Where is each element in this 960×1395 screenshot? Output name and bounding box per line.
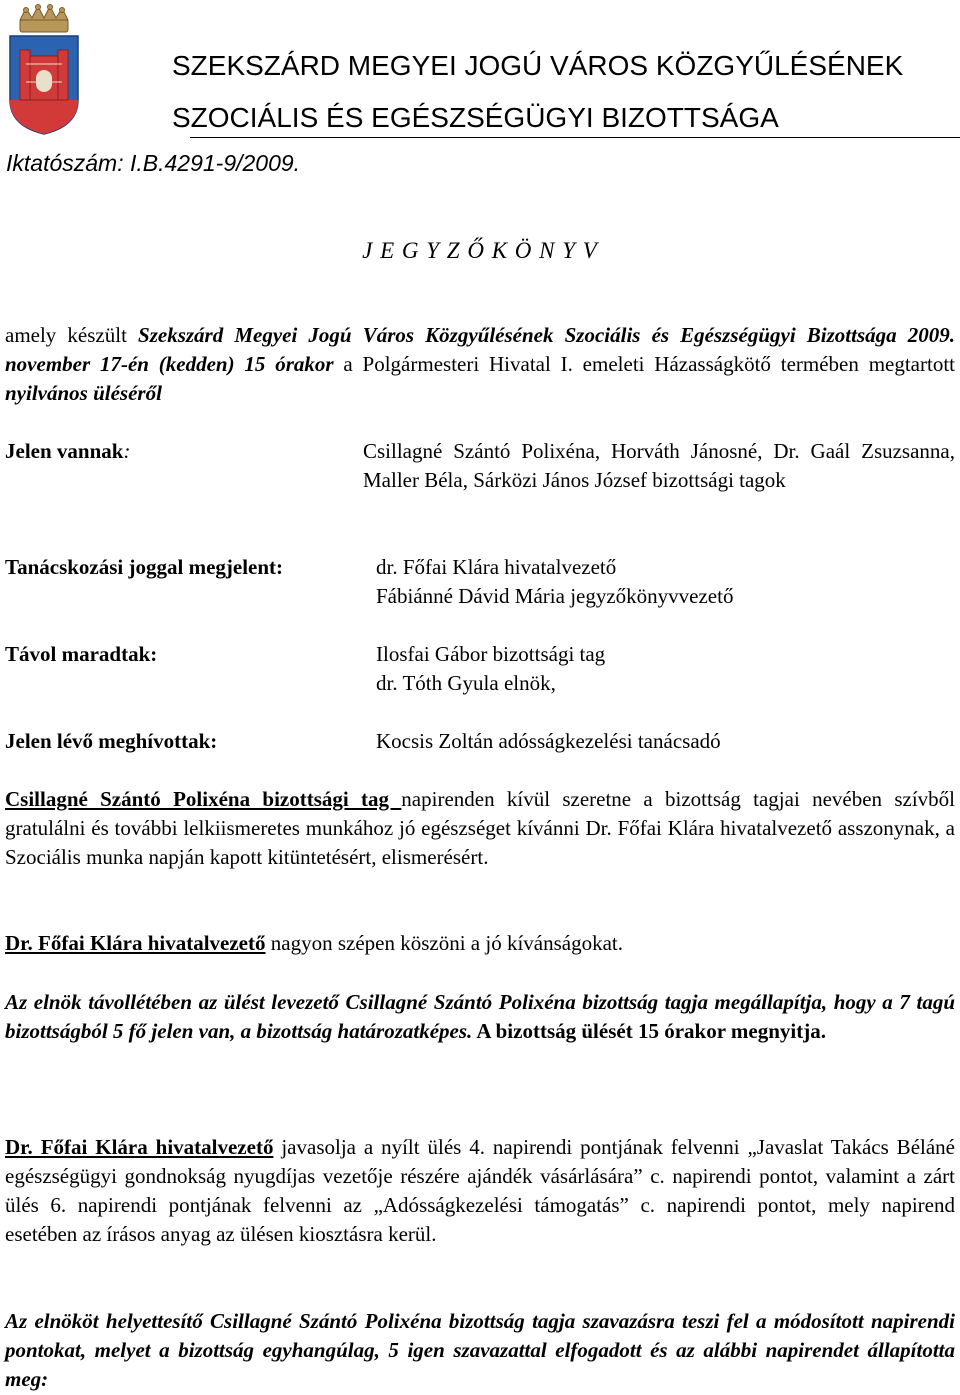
paragraph-text: nagyon szépen köszöni a jó kívánságokat.: [265, 931, 624, 955]
attendance-value-absent: [376, 640, 605, 698]
speaker-name: Dr. Főfai Klára hivatalvezető: [5, 1135, 274, 1159]
coat-of-arms-icon: [6, 4, 82, 136]
attendance-label-absent: Távol maradtak:: [5, 642, 158, 666]
attendance-line: dr. Főfai Klára hivatalvezető: [376, 555, 617, 579]
attendance-label-present: Jelen vannak:: [5, 439, 131, 463]
paragraph-3: [5, 988, 955, 1046]
attendance-line: Fábiánné Dávid Mária jegyzőkönyvvezető: [376, 584, 734, 608]
paragraph-1: [5, 785, 955, 872]
paragraph-text: A bizottság ülését 15 órakor megnyitja.: [472, 1019, 826, 1043]
attendance-value-present: Csillagné Szántó Polixéna, Horváth Jánosné, Dr. Gaál Zsuzsanna, Maller Béla, Sárközi János József bizottsági tagok: [363, 439, 955, 492]
paragraph-2: [5, 929, 955, 958]
speaker-name: Dr. Főfai Klára hivatalvezető: [5, 931, 266, 955]
attendance-value-advisory: [376, 553, 733, 611]
attendance-line: Ilosfai Gábor bizottsági tag: [376, 642, 606, 666]
registration-number: Iktatószám: I.B.4291-9/2009.: [6, 150, 301, 176]
paragraph-text: Az elnök távollétében az ülést levezető Csillagné Szántó Polixéna bizottság tagja megállapítja, hogy a 7 tagú bizottságból 5 fő jelen van, a bizottság határozatképes.: [5, 990, 955, 1043]
intro-text-6: l: [156, 381, 162, 405]
intro-text-1: amely készült: [5, 323, 139, 347]
attendance-value-invited: Kocsis Zoltán adósságkezelési tanácsadó: [376, 729, 721, 753]
intro-paragraph: [5, 321, 955, 408]
intro-text-5: ő: [145, 381, 157, 405]
attendance-line: dr. Tóth Gyula elnök,: [376, 671, 556, 695]
document-title: J E G Y Z Ő K Ö N Y V: [362, 238, 598, 263]
paragraph-5: Az elnököt helyettesítő Csillagné Szántó Polixéna bizottság tagja szavazásra teszi fel a módosított napirendi pontokat, melyet a bizottság egyhangúlag, 5 igen szavazattal elfogadott és az alábbi napirendet állapította meg:: [5, 1309, 955, 1391]
attendance-label-advisory: Tanácskozási joggal megjelent:: [5, 555, 284, 579]
paragraph-text: javasolja a nyílt ülés 4. napirendi pontjának felvenni „Javaslat Takács Béláné egészségügyi gondnokság nyugdíjas vezetője részére ajándék vásárlására” c. napirendi pontot, valamint a zárt ülés 6. napirendi pontjának felvenni az „Adósságkezelési támogatás” c. napirendi pontot, mely napirend esetében az írásos anyag az ülésen kiosztásra kerül.: [5, 1135, 955, 1246]
header-line-1: SZEKSZÁRD MEGYEI JOGÚ VÁROS KÖZGYŰLÉSÉNEK: [172, 50, 904, 81]
header-divider: [190, 137, 960, 138]
speaker-name: Csillagné Szántó Polixéna bizottsági tag: [5, 787, 402, 811]
intro-text-3: a Polgármesteri Hivatal I. emeleti Házasságkötő termében megtartott: [333, 352, 956, 376]
attendance-label-invited: Jelen lévő meghívottak:: [5, 729, 218, 753]
intro-text-4: nyilvános ülésér: [5, 381, 146, 405]
paragraph-4: [5, 1133, 955, 1249]
header-line-2: SZOCIÁLIS ÉS EGÉSZSÉGÜGYI BIZOTTSÁGA: [172, 102, 779, 133]
intro-text-2: Szekszárd Megyei Jogú Város Közgyűlésének Szociális és Egészségügyi Bizottsága 2009. november 17-én (kedden) 15 órakor: [5, 323, 956, 376]
paragraph-text: napirenden kívül szeretne a bizottság tagjai nevében szívből gratulálni és további lelkiismeretes munkához jó egészséget kívánni Dr. Főfai Klára hivatalvezető asszonynak, a Szociális munka napján kapott kitüntetésért, elismerésért.: [5, 787, 955, 869]
